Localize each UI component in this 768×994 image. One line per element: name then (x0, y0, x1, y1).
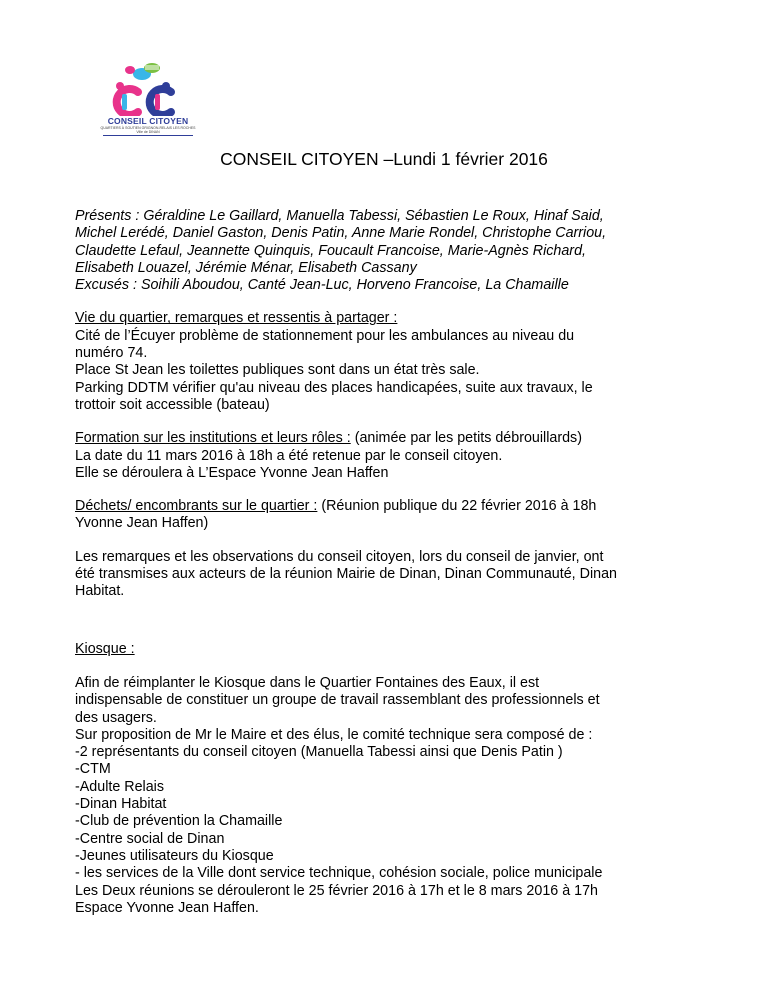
section-line: Espace Yvonne Jean Haffen. (75, 899, 259, 916)
section-line: Place St Jean les toilettes publiques sont dans un état très sale. (75, 362, 480, 379)
attendance-line: Michel Lerédé, Daniel Gaston, Denis Patin, Anne Marie Rondel, Christophe Carriou, (75, 225, 607, 242)
section-heading-suffix: (Réunion publique du 22 février 2016 à 18h (317, 498, 597, 515)
logo-underline (103, 135, 193, 136)
section-line: des usagers. (75, 709, 157, 726)
section-heading: Déchets/ encombrants sur le quartier : (75, 498, 318, 515)
letter-c-blue (150, 89, 171, 115)
document-title: CONSEIL CITOYEN –Lundi 1 février 2016 (220, 149, 548, 169)
logo-subtitle-text: QUARTIERS À SOUTIEN GRIGNON-RELAIS LES ROCHES (100, 126, 196, 130)
section-line: Elle se déroulera à L’Espace Yvonne Jean Haffen (75, 464, 389, 481)
section-line: numéro 74. (75, 345, 148, 362)
document-body (75, 208, 705, 917)
section-line: Yvonne Jean Haffen) (75, 515, 209, 532)
logo-graphic (98, 58, 198, 116)
section-kiosque (75, 641, 705, 917)
section-line: Parking DDTM vérifier qu'au niveau des places handicapées, suite aux travaux, le (75, 379, 593, 396)
logo-city: Ville de DINAN (136, 130, 160, 134)
list-item: -Adulte Relais (75, 778, 164, 795)
section-heading: Formation sur les institutions et leurs rôles : (75, 430, 351, 447)
list-item: -Dinan Habitat (75, 796, 167, 813)
attendance-line: Elisabeth Louazel, Jérémie Ménar, Elisabeth Cassany (75, 259, 417, 276)
attendance-line: Claudette Lefaul, Jeannette Quinquis, Foucault Francoise, Marie-Agnès Richard, (75, 242, 586, 259)
letter-c-pink (117, 89, 138, 115)
paragraph-line: Les remarques et les observations du conseil citoyen, lors du conseil de janvier, ont (75, 548, 604, 565)
remarques-paragraph (75, 549, 705, 601)
section-heading: Vie du quartier, remarques et ressentis à partager : (75, 310, 398, 327)
section-heading: Kiosque : (75, 640, 135, 657)
list-item: -CTM (75, 761, 111, 778)
attendance-line: Présents : Géraldine Le Gaillard, Manuella Tabessi, Sébastien Le Roux, Hinaf Said, (75, 208, 604, 224)
section-line: Sur proposition de Mr le Maire et des élus, le comité technique sera composé de : (75, 726, 593, 743)
section-line: trottoir soit accessible (bateau) (75, 396, 270, 413)
excuses-line: Excusés : Soihili Aboudou, Canté Jean-Luc, Horveno Francoise, La Chamaille (75, 277, 569, 294)
section-line: indispensable de constituer un groupe de travail rassemblant des professionnels et (75, 692, 600, 709)
paragraph-line: été transmises aux acteurs de la réunion Mairie de Dinan, Dinan Communauté, Dinan (75, 566, 617, 583)
section-formation (75, 430, 705, 482)
section-heading-suffix: (animée par les petits débrouillards) (350, 430, 582, 447)
logo-name: CONSEIL CITOYEN (107, 116, 189, 126)
list-item: -2 représentants du conseil citoyen (Manuella Tabessi ainsi que Denis Patin ) (75, 744, 563, 761)
section-line: Cité de l’Écuyer problème de stationnement pour les ambulances au niveau du (75, 327, 575, 344)
section-line: Les Deux réunions se dérouleront le 25 février 2016 à 17h et le 8 mars 2016 à 17h (75, 882, 598, 899)
logo-subtitle (98, 126, 198, 134)
attendance-block (75, 208, 705, 294)
conseil-citoyen-logo (98, 58, 198, 148)
list-item: -Club de prévention la Chamaille (75, 813, 283, 830)
section-line: Afin de réimplanter le Kiosque dans le Quartier Fontaines des Eaux, il est (75, 674, 540, 691)
pink-bubble-icon (125, 66, 135, 74)
section-dechets (75, 498, 705, 533)
list-item: -Centre social de Dinan (75, 830, 225, 847)
section-vie-quartier (75, 310, 705, 414)
paragraph-line: Habitat. (75, 583, 125, 600)
section-line: La date du 11 mars 2016 à 18h a été retenue par le conseil citoyen. (75, 447, 503, 464)
list-item: - les services de la Ville dont service technique, cohésion sociale, police municipale (75, 865, 603, 882)
list-item: -Jeunes utilisateurs du Kiosque (75, 847, 274, 864)
